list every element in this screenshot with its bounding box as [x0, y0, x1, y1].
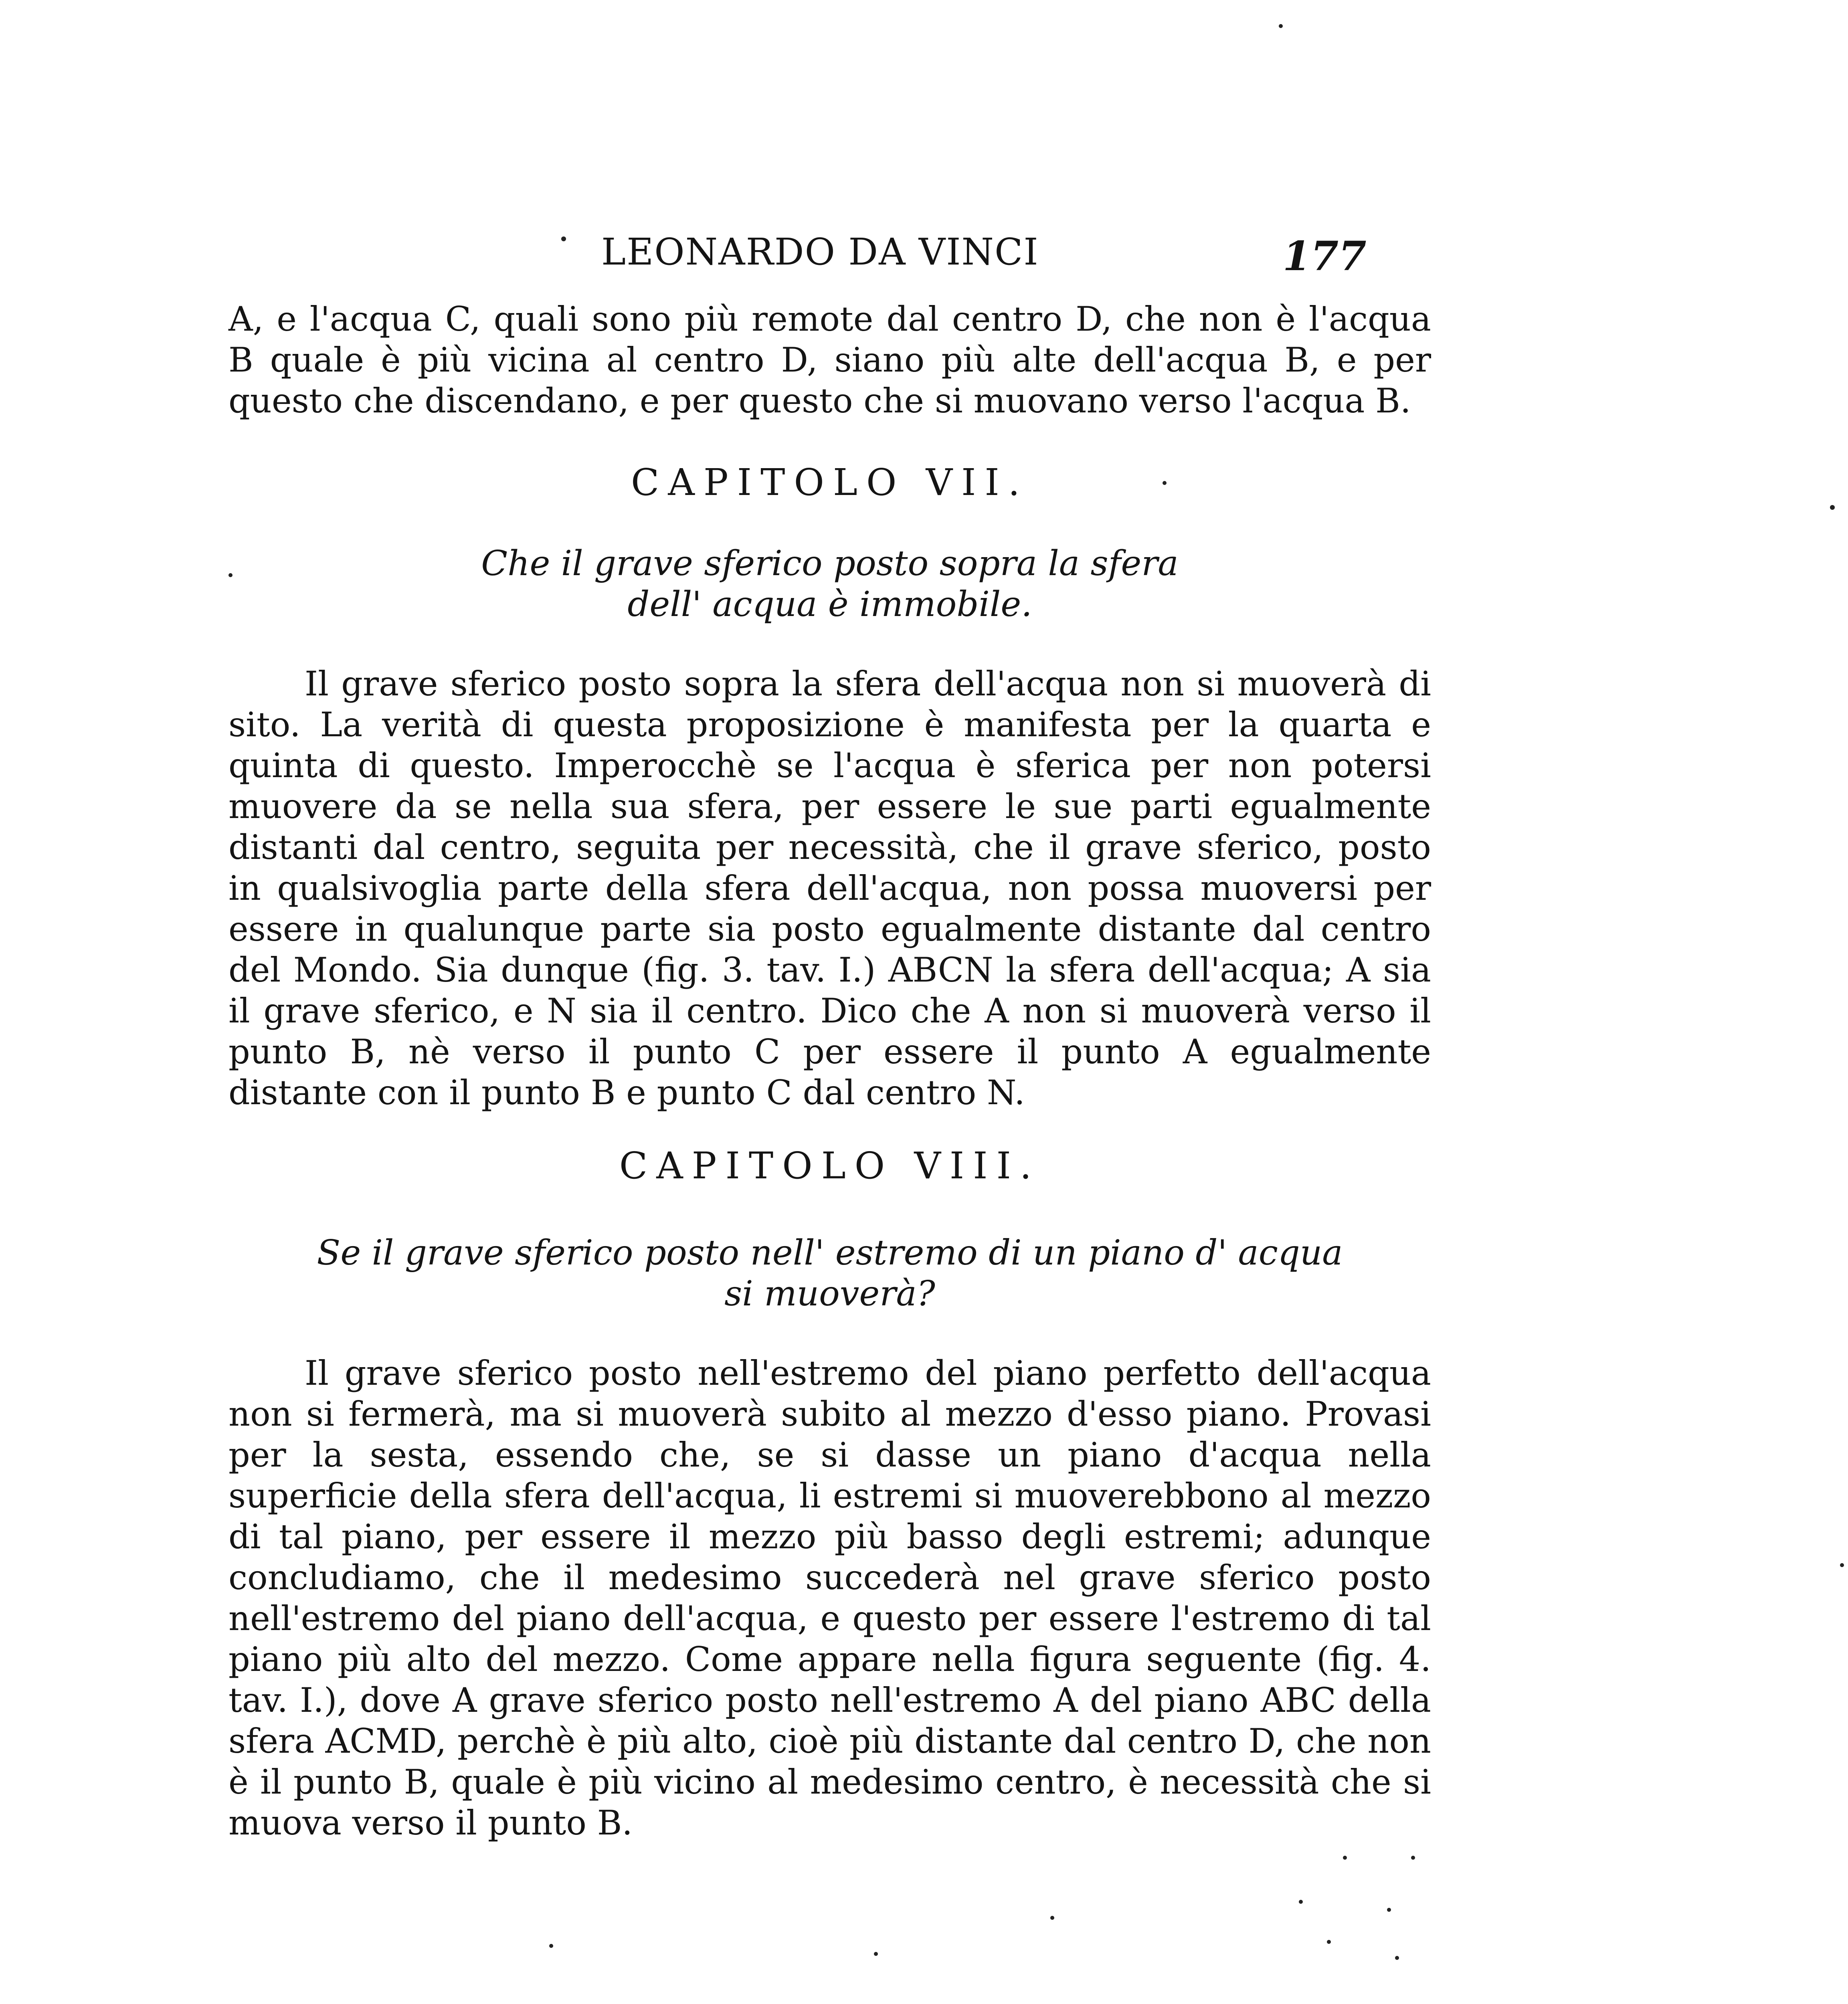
chapter-vii-subtitle	[228, 543, 1431, 625]
speck	[1343, 1856, 1347, 1860]
chapter-vii-subtitle-line1: Che il grave sferico posto sopra la sfera	[481, 543, 1179, 584]
opening-paragraph	[228, 299, 1431, 421]
chapter-viii-subtitle-line2: si muoverà?	[724, 1274, 935, 1314]
speck	[1279, 24, 1283, 28]
speck	[1395, 1956, 1399, 1960]
chapter-viii-heading: CAPITOLO VIII.	[619, 1144, 1041, 1187]
speck	[874, 1952, 878, 1956]
running-title: LEONARDO DA VINCI	[601, 230, 1039, 273]
speck	[1163, 481, 1167, 485]
speck	[1299, 1900, 1303, 1904]
page-number: 177	[1283, 232, 1367, 280]
chapter-vii-paragraph: Il grave sferico posto sopra la sfera dell'acqua non si muoverà di sito. La verità di questa proposizione è manifesta per la quarta e quinta di questo. Imperocchè se l'acqua è sferica per non potersi muovere da se nella sua sfera, per essere le sue parti egualmente distanti dal centro, seguita per necessità, che il grave sferico, posto in qualsivoglia parte della sfera dell'acqua, non possa muoversi per essere in qualunque parte sia posto egualmente distante dal centro del Mondo. Sia dunque (fig. 3. tav. I.) ABCN la sfera dell'acqua; A sia il grave sferico, e N sia il centro. Dico che A non si muoverà verso il punto B, nè verso il punto C per essere il punto A egualmente distante con il punto B e punto C dal centro N.	[228, 664, 1431, 1112]
speck	[1387, 1908, 1391, 1912]
speck	[1840, 1563, 1844, 1567]
chapter-viii-body	[228, 1353, 1431, 1843]
speck	[1327, 1940, 1331, 1944]
speck	[1050, 1916, 1054, 1920]
chapter-vii-subtitle-line2: dell' acqua è immobile.	[627, 584, 1032, 624]
speck	[1830, 505, 1835, 510]
speck	[228, 573, 233, 577]
chapter-viii-subtitle	[228, 1232, 1431, 1314]
chapter-vii-body	[228, 663, 1431, 1113]
speck	[1411, 1856, 1415, 1860]
chapter-viii-subtitle-line1: Se il grave sferico posto nell' estremo di un piano d' acqua	[317, 1233, 1343, 1273]
chapter-vii-heading: CAPITOLO VII.	[631, 461, 1029, 504]
opening-paragraph-text: A, e l'acqua C, quali sono più remote dal centro D, che non è l'acqua B quale è più vicina al centro D, siano più alte dell'acqua B, e per questo che discendano, e per questo che si muovano verso l'acqua B.	[228, 299, 1431, 420]
speck	[549, 1944, 553, 1948]
speck	[561, 236, 566, 241]
chapter-viii-paragraph: Il grave sferico posto nell'estremo del piano perfetto dell'acqua non si fermerà, ma si muoverà subito al mezzo d'esso piano. Provasi per la sesta, essendo che, se si dasse un piano d'acqua nella superficie della sfera dell'acqua, li estremi si muoverebbono al mezzo di tal piano, per essere il mezzo più basso degli estremi; adunque concludiamo, che il medesimo succederà nel grave sferico posto nell'estremo del piano dell'acqua, e questo per essere l'estremo di tal piano più alto del mezzo. Come appare nella figura seguente (fig. 4. tav. I.), dove A grave sferico posto nell'estremo A del piano ABC della sfera ACMD, perchè è più alto, cioè più distante dal centro D, che non è il punto B, quale è più vicino al medesimo centro, è necessità che si muova verso il punto B.	[228, 1354, 1431, 1842]
